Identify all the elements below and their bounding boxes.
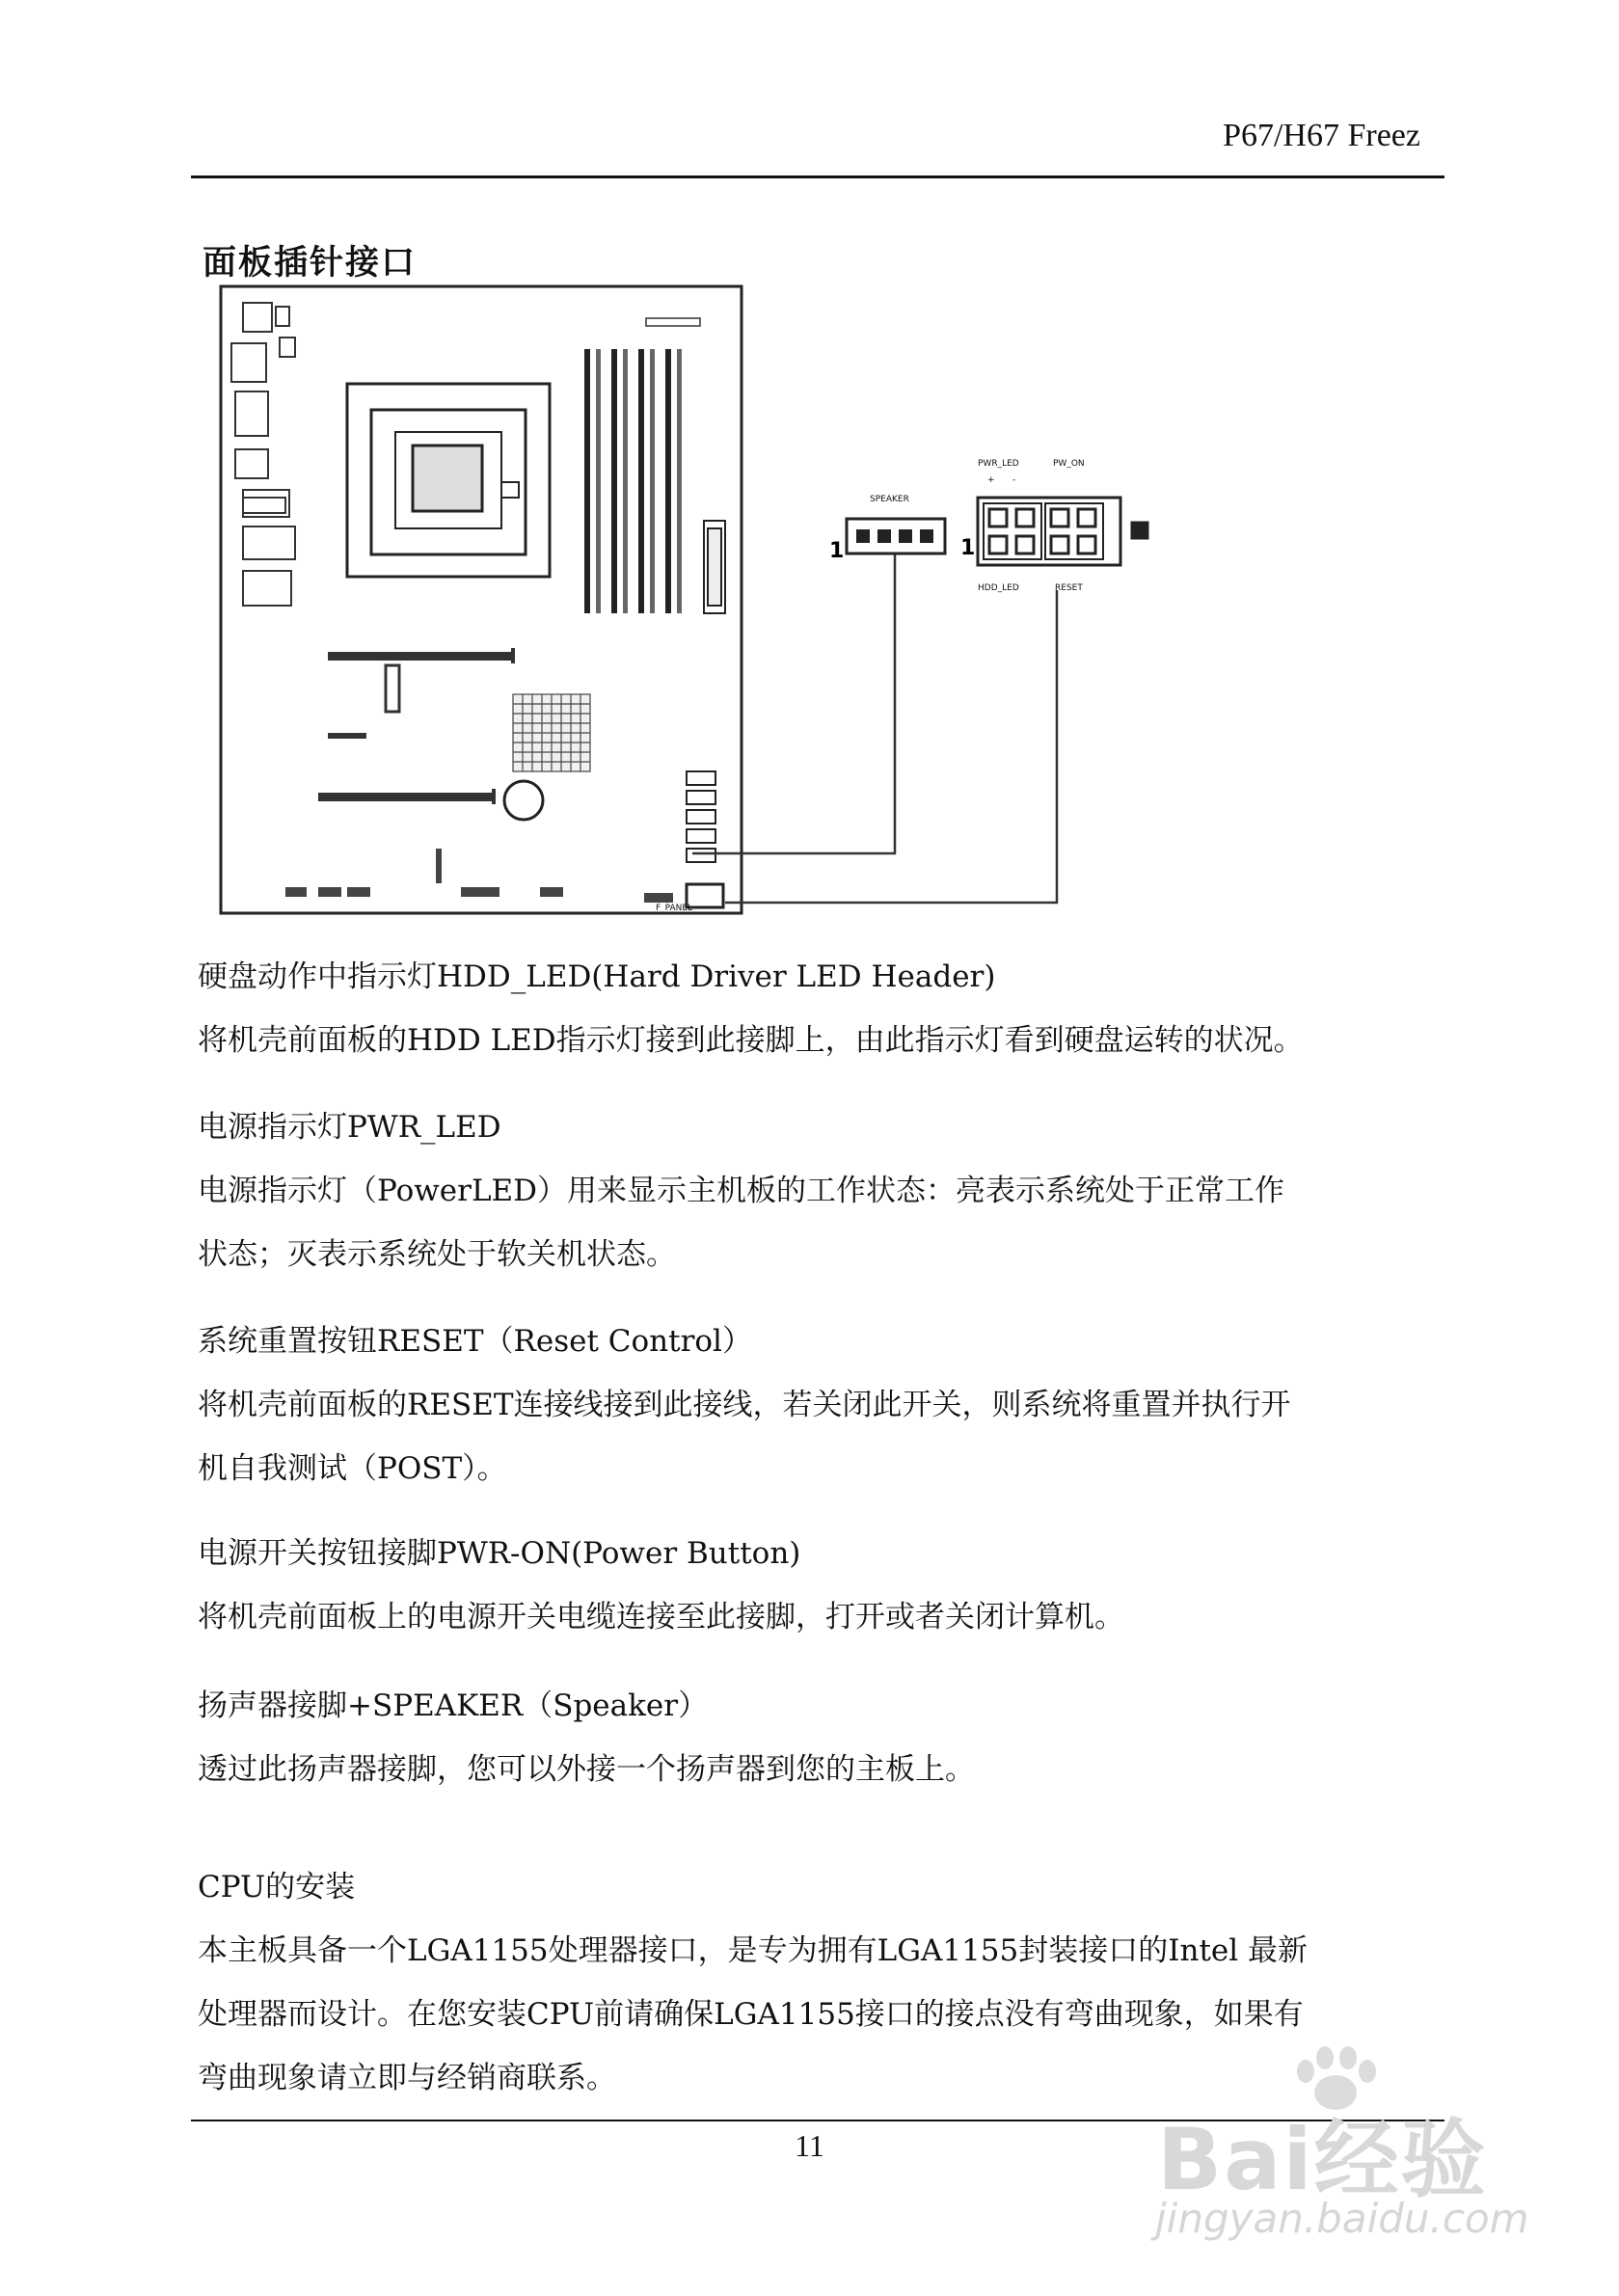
pwr-led-label: PWR_LED bbox=[978, 459, 1019, 469]
reset-title: 系统重置按钮RESET（Reset Control） bbox=[198, 1324, 752, 1359]
section-title: 面板插针接口 bbox=[202, 244, 418, 283]
pwr-led-desc-1: 电源指示灯（PowerLED）用来显示主机板的工作状态：亮表示系统处于正常工作 bbox=[198, 1174, 1285, 1208]
speaker-callout-line bbox=[692, 554, 895, 853]
rear-io-ports bbox=[231, 303, 295, 606]
pwr-on-title: 电源开关按钮接脚PWR-ON(Power Button) bbox=[198, 1536, 801, 1571]
plus-sign: + bbox=[987, 475, 995, 485]
cpu-desc-3: 弯曲现象请立即与经销商联系。 bbox=[198, 2061, 616, 2095]
hdd-led-desc: 将机壳前面板的HDD LED指示灯接到此接脚上，由此指示灯看到硬盘运转的状况。 bbox=[198, 1023, 1304, 1058]
pwr-on-section bbox=[198, 1522, 1442, 1649]
hdd-led-label: HDD_LED bbox=[978, 583, 1019, 593]
reset-label: RESET bbox=[1055, 583, 1083, 593]
cpu-socket bbox=[347, 384, 550, 577]
sata-ports bbox=[687, 771, 715, 862]
pwr-led-desc-2: 状态；灭表示系统处于软关机状态。 bbox=[198, 1237, 676, 1272]
hdd-led-title: 硬盘动作中指示灯HDD_LED(Hard Driver LED Header) bbox=[198, 959, 996, 994]
atx-power-connector bbox=[704, 521, 725, 613]
pcie-slot-x16-1 bbox=[328, 648, 515, 712]
panel-pin1-label: 1 bbox=[960, 536, 976, 560]
pwr-led-title: 电源指示灯PWR_LED bbox=[198, 1110, 501, 1145]
pwr-led-section bbox=[198, 1095, 1442, 1286]
speaker-connector bbox=[847, 519, 945, 554]
hdd-led-section bbox=[198, 945, 1442, 1072]
cmos-battery bbox=[504, 781, 543, 820]
pwr-on-desc: 将机壳前面板上的电源开关电缆连接至此接脚，打开或者关闭计算机。 bbox=[198, 1600, 1124, 1634]
watermark-brand-suffix: 经验 bbox=[1313, 2110, 1488, 2209]
page-number: 11 bbox=[795, 2128, 824, 2163]
pcie-x1-slot bbox=[328, 733, 366, 739]
watermark-brand-main: Bai bbox=[1157, 2110, 1314, 2209]
watermark-url: jingyan.baidu.com bbox=[1155, 2195, 1529, 2242]
reset-desc-1: 将机壳前面板的RESET连接线接到此接线，若关闭此开关，则系统将重置并执行开 bbox=[198, 1388, 1291, 1422]
minus-sign: - bbox=[1012, 475, 1016, 485]
board-label: F_PANEL bbox=[656, 904, 693, 913]
speaker-desc: 透过此扬声器接脚，您可以外接一个扬声器到您的主板上。 bbox=[198, 1752, 975, 1787]
motherboard-outline bbox=[221, 286, 742, 913]
speaker-title: 扬声器接脚+SPEAKER（Speaker） bbox=[198, 1688, 709, 1723]
panel-callout-line bbox=[725, 590, 1057, 903]
header-title: P67/H67 Freez bbox=[1223, 118, 1420, 153]
reset-desc-2: 机自我测试（POST）。 bbox=[198, 1451, 507, 1486]
bottom-headers bbox=[285, 849, 563, 897]
speaker-section bbox=[198, 1674, 1442, 1801]
speaker-label: SPEAKER bbox=[870, 495, 909, 504]
pcie-slot-x16-2 bbox=[318, 789, 496, 804]
chipset-grid bbox=[513, 694, 590, 771]
panel-connector bbox=[978, 498, 1147, 565]
dimm-slots bbox=[584, 349, 682, 613]
cpu-section bbox=[198, 1855, 1442, 2110]
cpu-title: CPU的安装 bbox=[198, 1870, 356, 1904]
reset-section bbox=[198, 1310, 1442, 1500]
cpu-desc-2: 处理器而设计。在您安装CPU前请确保LGA1155接口的接点没有弯曲现象，如果有 bbox=[198, 1997, 1304, 2032]
speaker-pin1-label: 1 bbox=[829, 539, 845, 563]
cpu-desc-1: 本主板具备一个LGA1155处理器接口，是专为拥有LGA1155封装接口的Intel 最新 bbox=[198, 1933, 1309, 1968]
front-panel-diagram bbox=[0, 0, 1619, 945]
pw-on-label: PW_ON bbox=[1053, 459, 1085, 469]
